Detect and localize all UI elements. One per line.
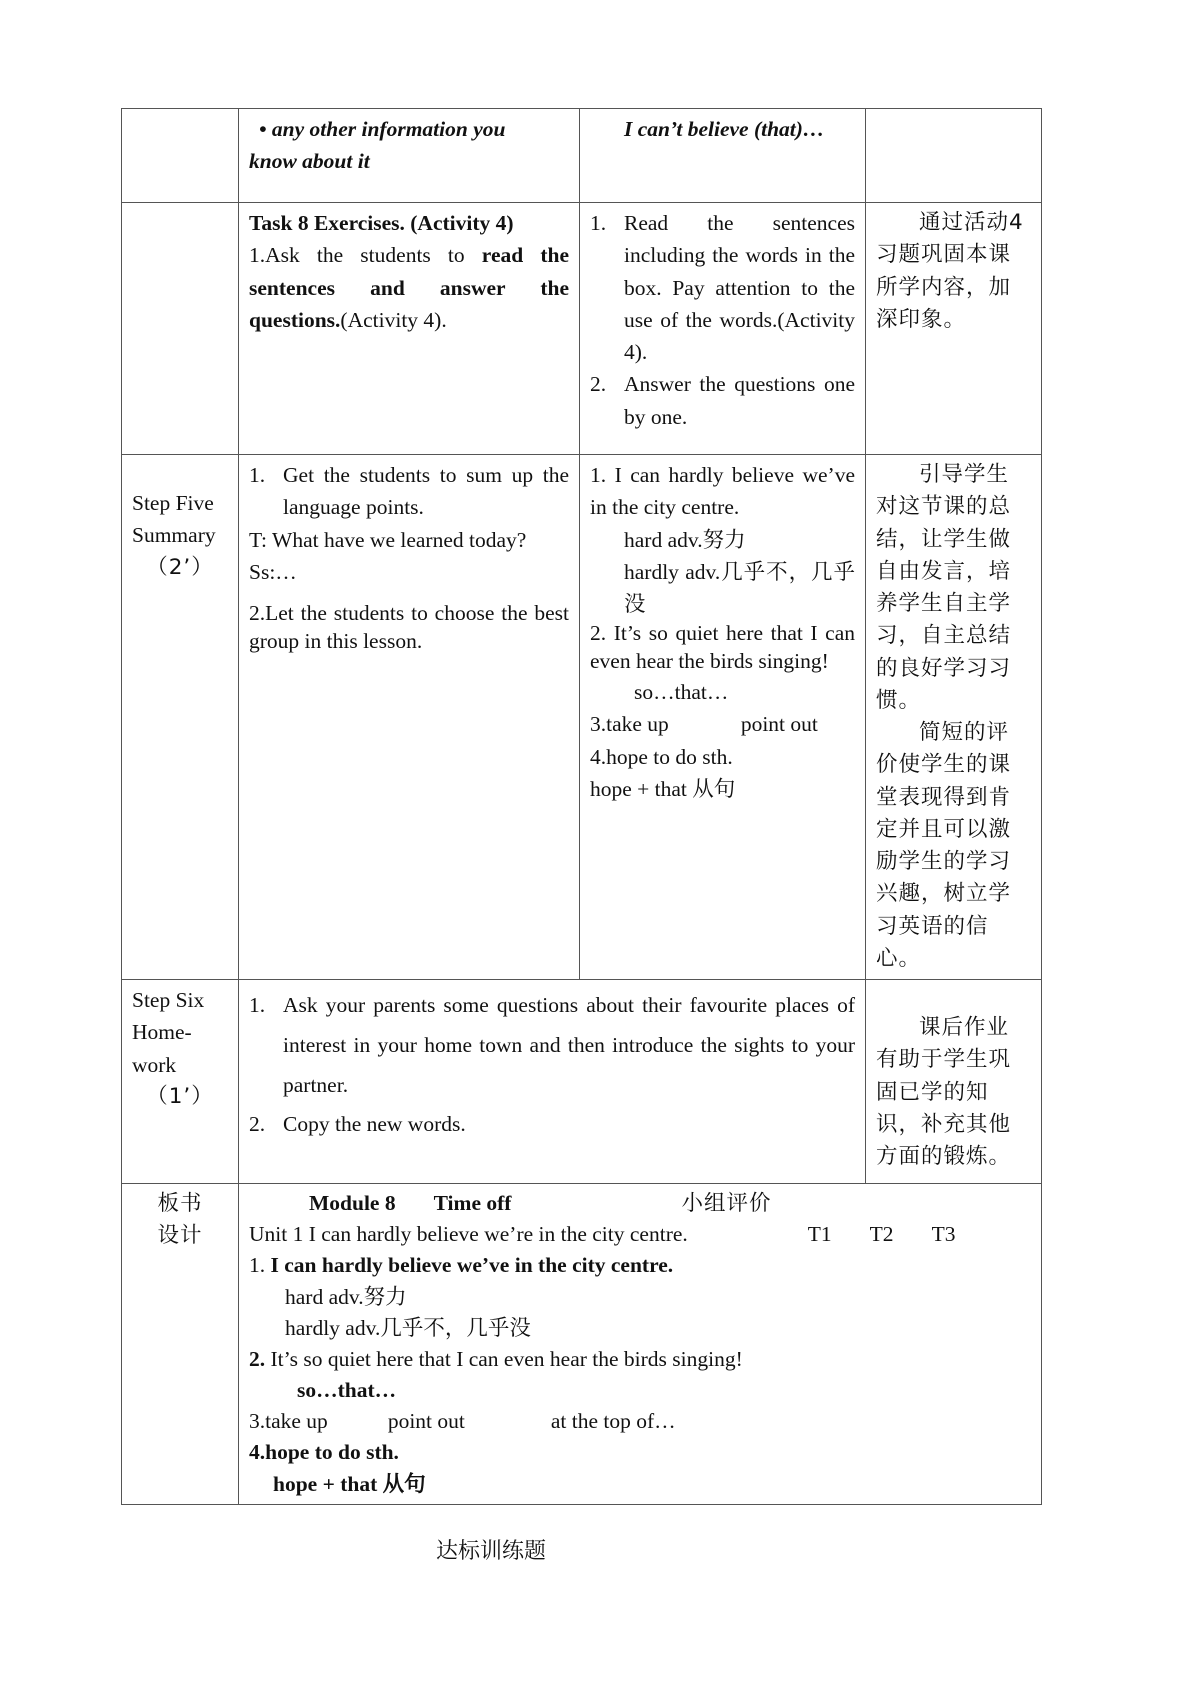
group-t3: T3	[931, 1222, 956, 1247]
list-item	[590, 368, 855, 433]
step-title: Step Six	[132, 988, 205, 1012]
note-cell	[866, 455, 1042, 980]
lesson-plan-table	[121, 108, 1042, 1505]
note-text: 引导学生对这节课的总结，让学生做自由发言，培养学生自主学习，自主总结的良好学习习惯。	[876, 462, 1012, 713]
line-text: It’s so quiet here that I can even hear the birds singing!	[265, 1346, 743, 1371]
group-eval-label: 小组评价	[681, 1191, 772, 1216]
instruction-text: 1.Ask the students to	[249, 243, 482, 268]
phrase-point-out: point out	[387, 1409, 465, 1434]
board-line	[249, 1406, 1031, 1437]
step-cell	[122, 455, 239, 980]
list-item	[249, 986, 855, 1105]
instruction-bold: read the sentences and answer the questions.	[249, 243, 569, 332]
phrase-point-out: point out	[740, 712, 818, 737]
step-subtitle: work	[132, 1052, 177, 1077]
summary-line: 1. I can hardly believe we’ve in the city centre.	[590, 463, 855, 520]
step-cell	[122, 203, 239, 455]
teacher-activity-cell	[239, 109, 580, 203]
item-text: Copy the new words.	[283, 1112, 466, 1137]
exercise-heading: 达标训练题	[436, 1539, 547, 1564]
board-line: so…that…	[297, 1378, 397, 1403]
task-title: Task 8 Exercises. (Activity 4)	[249, 211, 514, 235]
summary-line: 4.hope to do sth.	[590, 744, 733, 769]
list-item	[590, 207, 855, 368]
student-steps-list	[590, 207, 855, 433]
student-activity-cell	[580, 109, 866, 203]
item-number: 2.	[249, 1112, 266, 1137]
line-text: I can hardly believe we’ve in the city centre.	[270, 1253, 674, 1278]
group-choose-text: 2.Let the students to choose the best group in this lesson.	[249, 601, 569, 653]
board-design-cell	[239, 1184, 1042, 1505]
module-number: Module 8	[309, 1191, 396, 1215]
table-row	[122, 203, 1042, 455]
summary-line: hard adv.努力	[624, 527, 746, 552]
phrase-take-up: 3.take up	[249, 1409, 328, 1434]
item-text: Ask your parents some questions about their favourite places of interest in your home town and then introduce the sights to your partner.	[283, 993, 855, 1097]
table-row	[122, 455, 1042, 980]
board-line	[249, 1344, 1031, 1375]
step-subtitle: Summary	[132, 523, 216, 548]
board-line: hardly adv.几乎不，几乎没	[285, 1315, 531, 1340]
item-number: 2.	[590, 372, 607, 397]
student-activity-cell	[580, 203, 866, 455]
phrase-take-up: 3.take up	[590, 712, 669, 737]
item-text: Answer the questions one by one.	[624, 372, 855, 429]
teacher-activity-cell	[239, 203, 580, 455]
step-cell	[122, 109, 239, 203]
list-item	[249, 1105, 855, 1145]
unit-line	[249, 1219, 1031, 1250]
students-answer: Ss:…	[249, 559, 297, 584]
item-text: Get the students to sum up the language points.	[283, 463, 569, 520]
module-title: Time off	[433, 1191, 512, 1215]
note-cell	[866, 203, 1042, 455]
line-number: 1.	[249, 1253, 271, 1278]
list-item	[249, 459, 569, 524]
item-number: 1.	[249, 993, 266, 1017]
board-line	[249, 1250, 1031, 1281]
teacher-steps-list	[249, 459, 569, 524]
board-header	[249, 1188, 1031, 1219]
step-time: （1’）	[146, 1083, 214, 1109]
task-instruction	[249, 239, 569, 336]
note-text: 课后作业有助于学生巩固已学的知识，补充其他方面的锻炼。	[876, 1015, 1012, 1169]
step-time: （2’）	[146, 554, 214, 580]
phrase-text: I can’t believe (that)…	[624, 117, 825, 141]
board-label: 设计	[157, 1223, 203, 1249]
student-activity-cell	[580, 455, 866, 980]
note-text: 通过活动4习题巩固本课所学内容，加深印象。	[876, 210, 1024, 332]
item-text: Read the sentences including the words in the box. Pay attention to the use of the words.(Activity 4).	[624, 211, 855, 364]
line-number: 2.	[249, 1346, 266, 1371]
group-t1: T1	[807, 1222, 832, 1247]
summary-line	[590, 708, 855, 740]
note-text: 简短的评价使学生的课堂表现得到肯定并且可以激励学生的学习兴趣，树立学习英语的信心。	[876, 720, 1012, 971]
info-bullet-cont: know about it	[249, 149, 370, 174]
table-row	[122, 1184, 1042, 1505]
item-number: 1.	[249, 463, 266, 487]
homework-cell	[239, 980, 866, 1184]
phrase-top-of: at the top of…	[550, 1409, 676, 1434]
teacher-question: T: What have we learned today?	[249, 527, 527, 552]
board-label-cell	[122, 1184, 239, 1505]
item-number: 1.	[590, 211, 607, 235]
board-line: hard adv.努力	[285, 1284, 407, 1309]
step-cell	[122, 980, 239, 1184]
info-bullet: • any other information you	[259, 117, 506, 141]
summary-line: hope + that 从句	[590, 776, 736, 801]
step-title: Step Five	[132, 491, 214, 515]
group-t2: T2	[869, 1222, 894, 1247]
table-row	[122, 109, 1042, 203]
summary-line: hardly adv.几乎不，几乎没	[624, 559, 855, 616]
teacher-activity-cell	[239, 455, 580, 980]
step-subtitle: Home-	[132, 1020, 192, 1045]
summary-line: so…that…	[634, 680, 729, 705]
note-cell	[866, 980, 1042, 1184]
unit-title: Unit 1 I can hardly believe we’re in the city centre.	[249, 1222, 688, 1247]
board-line: 4.hope to do sth.	[249, 1440, 399, 1465]
note-cell	[866, 109, 1042, 203]
homework-list	[249, 986, 855, 1145]
board-line: hope + that 从句	[273, 1471, 426, 1496]
table-row	[122, 980, 1042, 1184]
instruction-tail: (Activity 4).	[340, 307, 447, 332]
board-label: 板书	[157, 1191, 203, 1216]
summary-line: 2. It’s so quiet here that I can even hear the birds singing!	[590, 621, 855, 674]
